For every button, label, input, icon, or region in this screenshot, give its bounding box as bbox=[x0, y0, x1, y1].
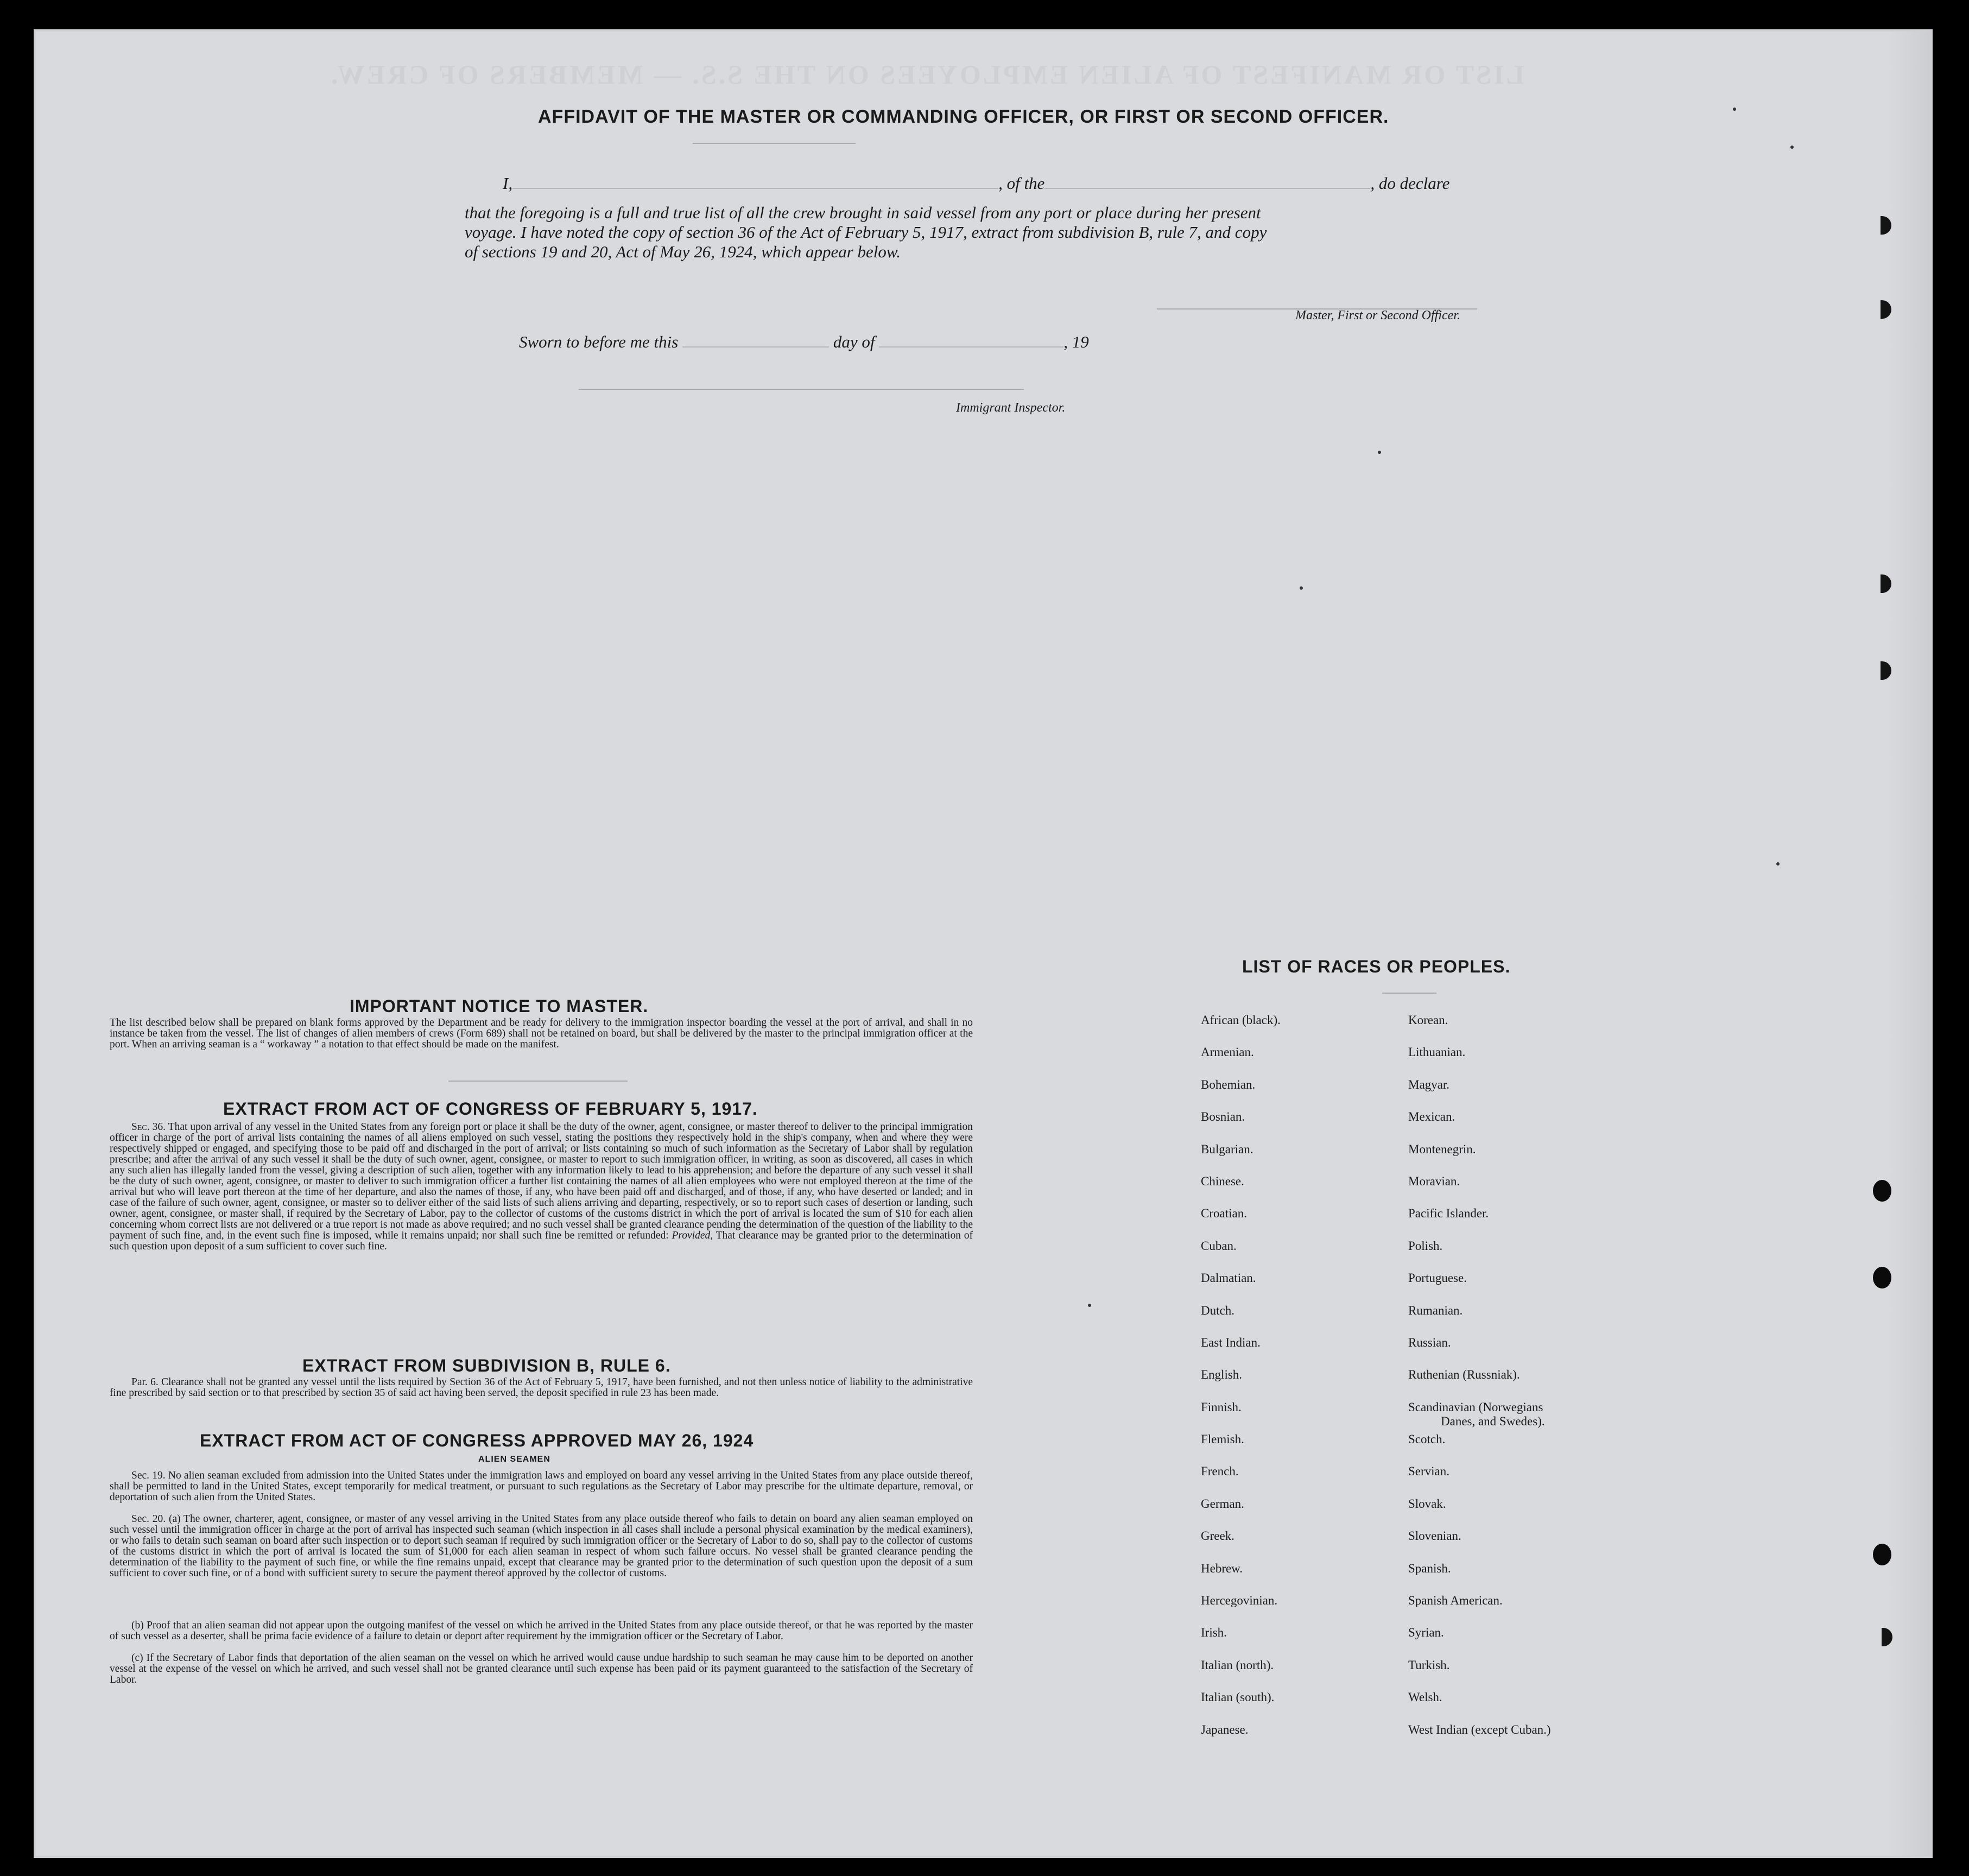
race-item: Rumanian. bbox=[1408, 1303, 1463, 1317]
punch-hole bbox=[1873, 1267, 1891, 1288]
race-item: Slovenian. bbox=[1408, 1529, 1461, 1543]
race-item: Mexican. bbox=[1408, 1110, 1455, 1124]
notice-text: The list described below shall be prepared on blank forms approved by the Department and be ready for delivery to the immigration inspector boarding the vessel at the port of arrival, and shall in no instance be taken from the vessel. The list of changes of alien members of crews (Form 689) shall not be retained on board, but shall be delivered by the master to the principal immigration officer at the port. When an arriving seaman is a “ workaway ” a notation to that effect should be made on the manifest. bbox=[110, 1017, 973, 1050]
declarant-name-field[interactable] bbox=[512, 188, 998, 189]
race-item: Portuguese. bbox=[1408, 1271, 1467, 1285]
race-item: Hercegovinian. bbox=[1201, 1594, 1278, 1608]
race-item: Servian. bbox=[1408, 1464, 1450, 1479]
race-item: Spanish American. bbox=[1408, 1594, 1503, 1608]
races-title: LIST OF RACES OR PEOPLES. bbox=[1242, 957, 1511, 976]
extract-1917-title: EXTRACT FROM ACT OF CONGRESS OF FEBRUARY 5, 1917. bbox=[223, 1099, 758, 1119]
race-item: German. bbox=[1201, 1496, 1244, 1511]
race-item: Hebrew. bbox=[1201, 1561, 1243, 1575]
race-item: Montenegrin. bbox=[1408, 1142, 1476, 1156]
punch-hole bbox=[1873, 1544, 1891, 1565]
race-item: Croatian. bbox=[1201, 1207, 1247, 1221]
sec-36-body: That upon arrival of any vessel in the United States from any foreign port or place it shall be the duty of the owner, agent, consignee, or master thereof to deliver to the principal immigration officer in charge of the port of arrival lists containing the names of all aliens employed on such vessel, stating the positions they respectively hold in the ship's company, when and where they were respectively shipped or engaged, and specifying those to be paid off and discharged in the port of arrival; or lists containing so much of such information as the Secretary of Labor shall by regulation prescribe; and after the arrival of any such vessel it shall be the duty of such owner, agent, consignee, or master to report to such immigration officer, in writing, as soon as discovered, all cases in which any such alien has illegally landed from the vessel, giving a description of such alien, together with any information likely to lead to his apprehension; and before the departure of any such vessel it shall be the duty of such owner, agent, consignee, or master to deliver to such immigration officer a further list containing the names of all alien employees who were not employed thereon at the time of the arrival but who will leave port thereon at the time of her departure, and also the names of those, if any, who have been paid off and discharged, and of those, if any, who have deserted or landed; and in case of the failure of such owner, agent, consignee, or master so to deliver either of the said lists of such aliens arriving and departing, respectively, or so to report such cases of desertion or landing, such owner, agent, consignee, or master shall, if required by the Secretary of Labor, pay to the collector of customs of the customs district in which the port of arrival is located the sum of $10 for each alien concerning whom correct lists are not delivered or a true report is not made as above required; and no such vessel shall be granted clearance pending the determination of the question of the liability to the payment of such fine, and, in the event such fine is imposed, while it remains unpaid; nor shall such fine be remitted or refunded: bbox=[110, 1121, 973, 1241]
race-item: Welsh. bbox=[1408, 1690, 1442, 1704]
extract-1917-text bbox=[110, 1122, 973, 1252]
sec-20c-text: (c) If the Secretary of Labor finds that deportation of the alien seaman on the vessel on which he arrived would cause undue hardship to such seaman he may cause him to be deported on another vessel at the expense of the vessel on which he arrived, and such vessel shall not be granted clearance until such expense has been paid or its payment guaranteed to the satisfaction of the Secretary of Labor. bbox=[110, 1652, 973, 1685]
race-item: Finnish. bbox=[1201, 1400, 1242, 1414]
race-item: Cuban. bbox=[1201, 1239, 1237, 1253]
race-item: Pacific Islander. bbox=[1408, 1207, 1489, 1221]
races-left-column bbox=[1201, 1013, 1281, 1755]
race-item: African (black). bbox=[1201, 1013, 1281, 1027]
race-item: Italian (south). bbox=[1201, 1690, 1275, 1704]
race-item: Magyar. bbox=[1408, 1077, 1450, 1091]
affidavit-line-2: that the foregoing is a full and true list of all the crew brought in said vessel from any port or place during her present bbox=[465, 203, 1261, 222]
sec-36-label: Sec. 36. bbox=[131, 1121, 166, 1133]
punch-hole bbox=[1881, 216, 1891, 235]
sworn-line bbox=[519, 332, 1089, 352]
race-item: Lithuanian. bbox=[1408, 1045, 1466, 1059]
race-item: Scandinavian (Norwegians bbox=[1408, 1400, 1543, 1414]
race-item-continuation: Danes, and Swedes). bbox=[1441, 1414, 1545, 1428]
day-of-label: day of bbox=[833, 332, 875, 351]
race-item-scandinavian bbox=[1408, 1400, 1551, 1432]
race-item: Flemish. bbox=[1201, 1432, 1244, 1447]
race-item: Bulgarian. bbox=[1201, 1142, 1253, 1156]
race-item: Irish. bbox=[1201, 1626, 1227, 1640]
notice-title: IMPORTANT NOTICE TO MASTER. bbox=[350, 996, 649, 1016]
race-item: Syrian. bbox=[1408, 1626, 1444, 1640]
punch-hole bbox=[1881, 300, 1891, 319]
race-item: East Indian. bbox=[1201, 1335, 1261, 1349]
sec-20a-text: Sec. 20. (a) The owner, charterer, agent, consignee, or master of any vessel arriving in the United States from any place outside thereof who fails to detain on board any alien seaman employed on such vessel until the immigration officer in charge at the port of arrival has inspected such seaman (which inspection in all cases shall include a personal physical examination by the medical examiners), or who fails to detain such seaman on board after such inspection or to deport such seaman if required by such immigration officer or the Secretary of Labor to do so, shall pay to the collector of customs of the customs district in which the port of arrival is located the sum of $1,000 for each alien seaman in respect of whom such failure occurs. No vessel shall be granted clearance pending the determination of the liability to the payment of such fine, or while the fine remains unpaid, except that clearance may be granted prior to the determination of such question upon the deposit of a sum sufficient to cover such fine, or of a bond with sufficient surety to secure the payment thereof approved by the collector of customs. bbox=[110, 1513, 973, 1579]
affidavit-line-4: of sections 19 and 20, Act of May 26, 1924, which appear below. bbox=[465, 242, 901, 261]
sec-36-tail: That clearance may be granted prior to the determination of such question upon deposit of a sum sufficient to cover such fine. bbox=[110, 1230, 973, 1252]
race-item: Italian (north). bbox=[1201, 1658, 1274, 1672]
race-item: French. bbox=[1201, 1464, 1239, 1479]
punch-hole bbox=[1881, 574, 1891, 593]
race-item: English. bbox=[1201, 1368, 1243, 1382]
affidavit-line-3: voyage. I have noted the copy of section 36 of the Act of February 5, 1917, extract from subdivision B, rule 7, and copy bbox=[465, 223, 1267, 242]
race-item: Japanese. bbox=[1201, 1722, 1249, 1736]
race-item: Bosnian. bbox=[1201, 1110, 1245, 1124]
punch-hole bbox=[1881, 661, 1891, 680]
race-item: West Indian (except Cuban.) bbox=[1408, 1722, 1551, 1736]
inspector-signature-line[interactable] bbox=[579, 389, 1024, 390]
vessel-name-field[interactable] bbox=[1044, 188, 1370, 189]
extract-rule6-text: Par. 6. Clearance shall not be granted any vessel until the lists required by Section 36 of the Act of February 5, 1917, have been furnished, and not then unless notice of liability to the administrative fine prescribed by said section or to that prescribed by section 35 of said act having been served, the deposit specified in rule 23 has been made. bbox=[110, 1376, 973, 1399]
of-the-label: , of the bbox=[998, 174, 1045, 193]
sworn-day-field[interactable] bbox=[682, 346, 829, 348]
race-item: Korean. bbox=[1408, 1013, 1448, 1027]
race-item: Slovak. bbox=[1408, 1496, 1446, 1511]
races-right-column bbox=[1408, 1013, 1551, 1755]
punch-hole bbox=[1882, 1628, 1892, 1646]
year-label: , 19 bbox=[1063, 332, 1089, 351]
alien-seamen-subtitle: ALIEN SEAMEN bbox=[478, 1455, 550, 1464]
race-item: Spanish. bbox=[1408, 1561, 1451, 1575]
sworn-label: Sworn to before me this bbox=[519, 332, 679, 351]
affidavit-i-label: I, bbox=[503, 174, 513, 193]
document-page bbox=[36, 31, 1930, 1856]
race-item: Bohemian. bbox=[1201, 1077, 1256, 1091]
race-item: Greek. bbox=[1201, 1529, 1234, 1543]
race-item: Dutch. bbox=[1201, 1303, 1234, 1317]
bleed-through-text: LIST OR MANIFEST OF ALIEN EMPLOYEES ON THE S.S. — MEMBERS OF CREW. bbox=[329, 59, 1524, 90]
sworn-month-field[interactable] bbox=[879, 346, 1063, 348]
sec-20b-text: (b) Proof that an alien seaman did not appear upon the outgoing manifest of the vessel on which he arrived in the United States from any place outside thereof, or that he was reported by the master of such vessel as a deserter, shall be prima facie evidence of a failure to detain or deport after requirement by the immigration officer or the Secretary of Labor. bbox=[110, 1620, 973, 1642]
race-item: Dalmatian. bbox=[1201, 1271, 1256, 1285]
provided-word: Provided, bbox=[672, 1230, 713, 1241]
affidavit-line-1 bbox=[503, 174, 1449, 193]
extract-rule6-title: EXTRACT FROM SUBDIVISION B, RULE 6. bbox=[302, 1356, 671, 1375]
race-item: Armenian. bbox=[1201, 1045, 1254, 1059]
race-item: Scotch. bbox=[1408, 1432, 1446, 1447]
race-item: Chinese. bbox=[1201, 1174, 1244, 1188]
race-item: Ruthenian (Russniak). bbox=[1408, 1368, 1520, 1382]
extract-1924-title: EXTRACT FROM ACT OF CONGRESS APPROVED MAY 26, 1924 bbox=[200, 1431, 754, 1450]
punch-hole bbox=[1873, 1180, 1891, 1202]
affidavit-title: AFFIDAVIT OF THE MASTER OR COMMANDING OFFICER, OR FIRST OR SECOND OFFICER. bbox=[538, 106, 1389, 127]
race-item: Turkish. bbox=[1408, 1658, 1450, 1672]
race-item: Polish. bbox=[1408, 1239, 1443, 1253]
race-item: Russian. bbox=[1408, 1335, 1451, 1349]
master-signature-label: Master, First or Second Officer. bbox=[1295, 308, 1460, 323]
inspector-signature-label: Immigrant Inspector. bbox=[956, 401, 1066, 415]
do-declare-label: , do declare bbox=[1370, 174, 1450, 193]
race-item: Moravian. bbox=[1408, 1174, 1460, 1188]
sec-19-text: Sec. 19. No alien seaman excluded from admission into the United States under the immigration laws and employed on board any vessel arriving in the United States from any place outside thereof, shall be permitted to land in the United States, except temporarily for medical treatment, or pursuant to such regulations as the Secretary of Labor may prescribe for the ultimate departure, removal, or deportation of such alien from the United States. bbox=[110, 1470, 973, 1503]
